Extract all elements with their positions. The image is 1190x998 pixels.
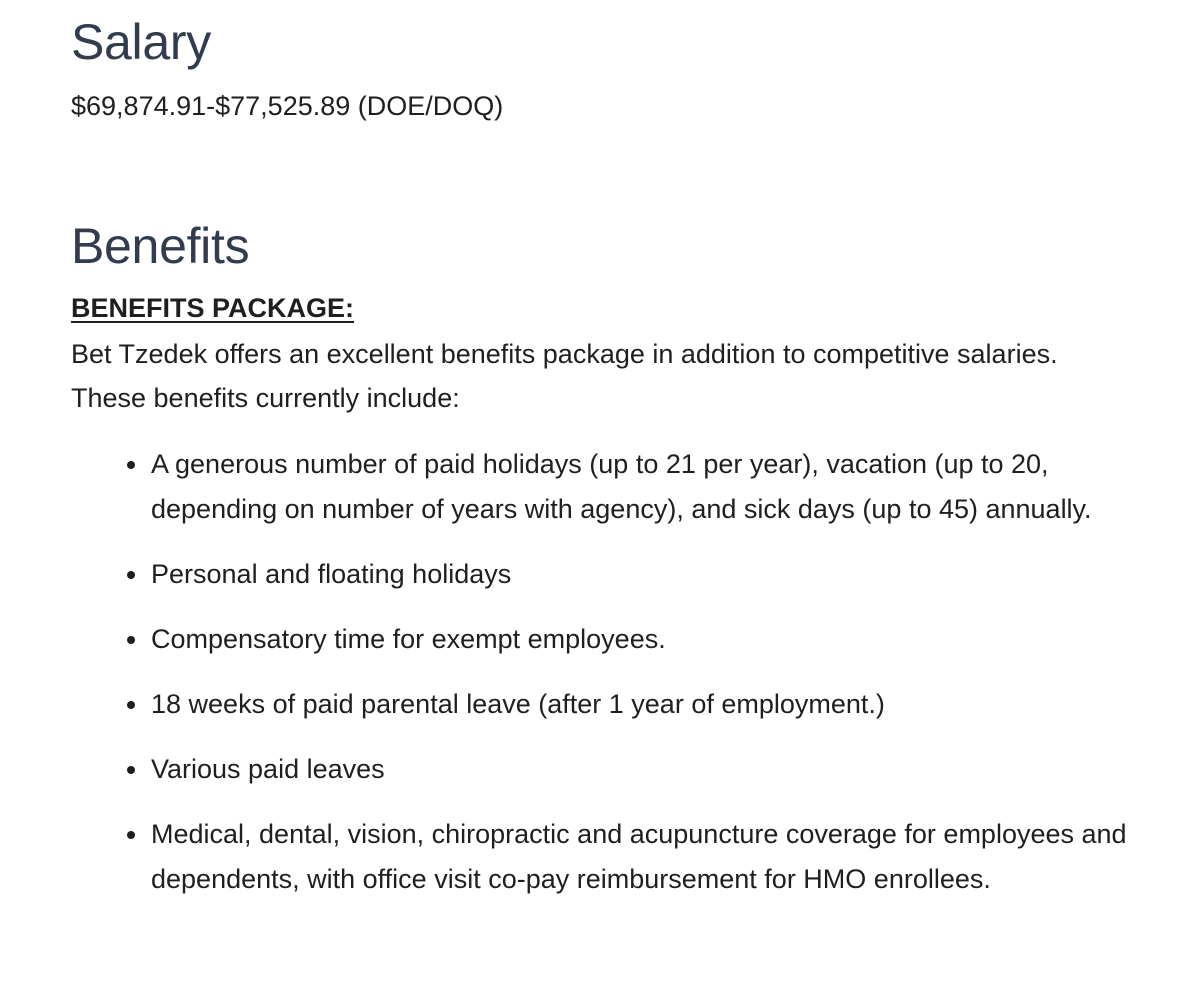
benefit-compensatory-time: Compensatory time for exempt employees. bbox=[71, 617, 1151, 662]
benefit-floating-holidays: Personal and floating holidays bbox=[71, 552, 1151, 597]
benefits-list bbox=[71, 442, 1151, 922]
benefits-package-label: BENEFITS PACKAGE: bbox=[71, 293, 355, 323]
salary-heading: Salary bbox=[71, 14, 211, 70]
salary-range: $69,874.91-$77,525.89 (DOE/DOQ) bbox=[71, 91, 504, 121]
benefit-paid-leaves: Various paid leaves bbox=[71, 747, 1151, 792]
benefit-parental-leave: 18 weeks of paid parental leave (after 1 year of employment.) bbox=[71, 682, 1151, 727]
benefits-heading: Benefits bbox=[71, 218, 250, 274]
benefits-intro: Bet Tzedek offers an excellent benefits package in addition to competitive salaries. These benefits currently include: bbox=[71, 339, 1058, 413]
benefit-medical-coverage: Medical, dental, vision, chiropractic and acupuncture coverage for employees and dependents, with office visit co-pay reimbursement for HMO enrollees. bbox=[71, 812, 1151, 902]
benefit-paid-time-off: A generous number of paid holidays (up to 21 per year), vacation (up to 20, depending on number of years with agency), and sick days (up to 45) annually. bbox=[71, 442, 1151, 532]
